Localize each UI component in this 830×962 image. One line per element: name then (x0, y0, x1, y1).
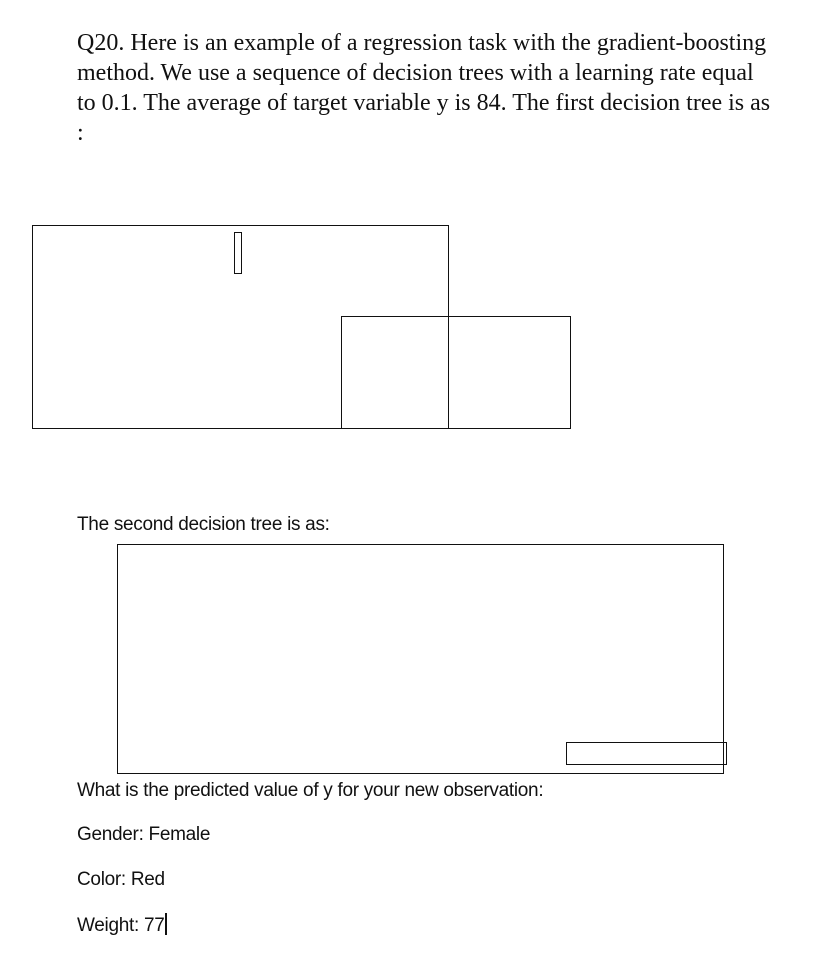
tree2-frame (117, 544, 724, 774)
observation-color: Color: Red (77, 869, 165, 890)
prediction-prompt: What is the predicted value of y for your new observation: (77, 780, 544, 801)
tree1-root-marker (234, 232, 242, 274)
question-text: Q20. Here is an example of a regression task with the gradient-boosting method. We use a sequence of decision trees with a learning rate equal to 0.1. The average of target variable y is 84. The first decision tree is as : (77, 30, 771, 146)
second-tree-intro: The second decision tree is as: (77, 514, 330, 535)
tree2-inner-bar (566, 742, 727, 765)
text-cursor (165, 913, 167, 935)
tree1-right-leaf-box (448, 316, 571, 429)
observation-weight-line[interactable] (77, 913, 167, 937)
tree1-left-leaf-box (341, 316, 449, 429)
observation-gender: Gender: Female (77, 824, 211, 845)
observation-weight: Weight: 77 (77, 915, 165, 936)
